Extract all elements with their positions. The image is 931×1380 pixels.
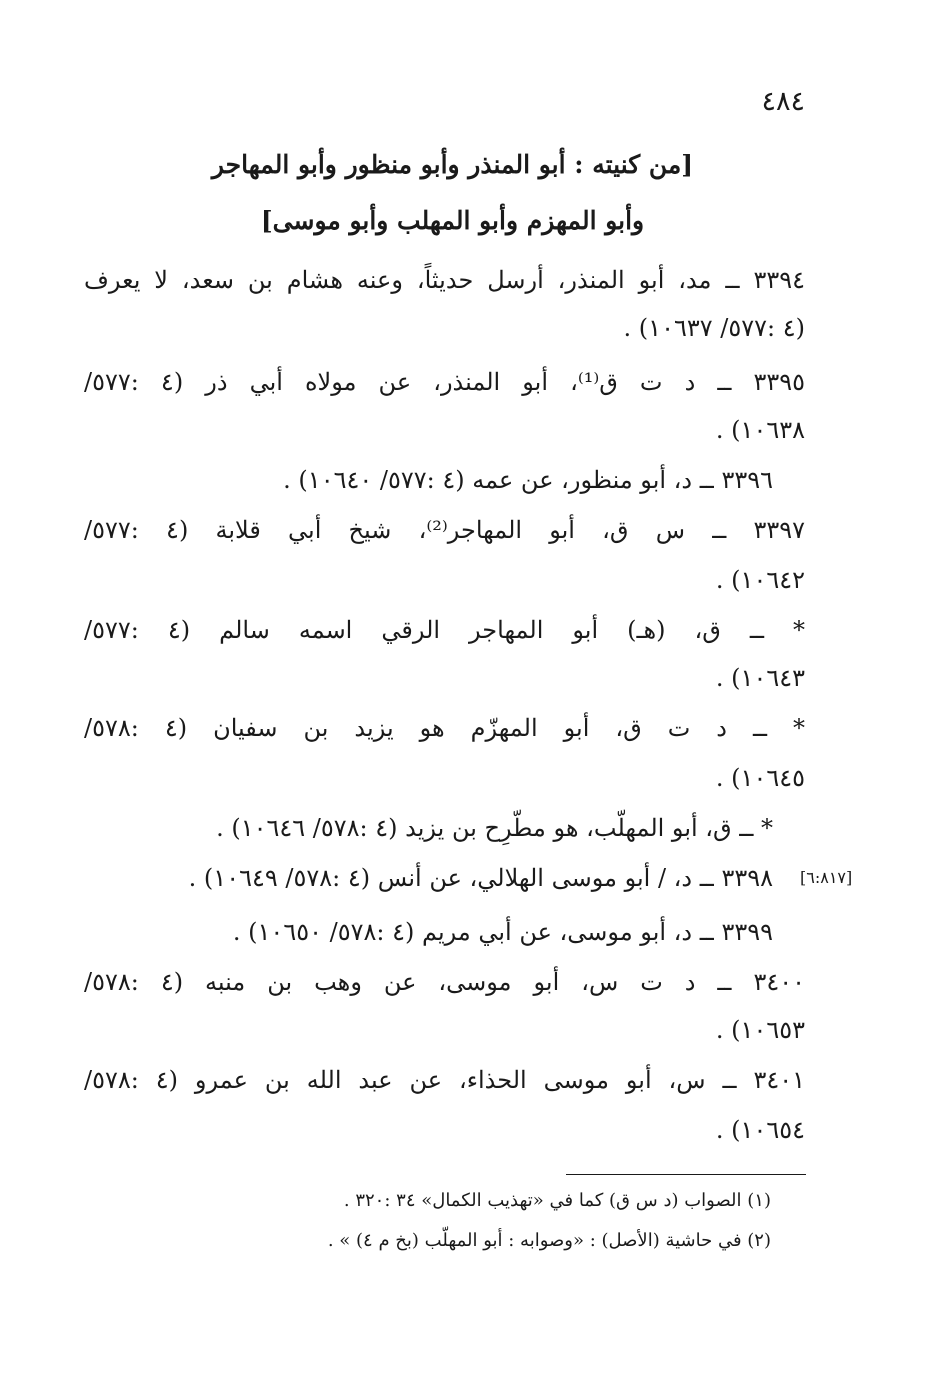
- cross-ref-abu-muhallab: * ــ ق، أبو المهلّب، هو مطّرِح بن يزيد (٤ :٥٧٨/ ١٠٦٤٦) .: [216, 814, 773, 842]
- entry-3397-line-2: ١٠٦٤٢) .: [715, 566, 805, 594]
- cross-ref-abu-muhajir-line-1: * ــ ق، (هـ) أبو المهاجر الرقي اسمه سالم (٤ :٥٧٧/: [84, 616, 805, 644]
- entry-3396: ٣٣٩٦ ــ د، أبو منظور، عن عمه (٤ :٥٧٧/ ١٠٦٤٠) .: [283, 466, 773, 494]
- entry-3401-line-1: ٣٤٠١ ــ س، أبو موسى الحذاء، عن عبد الله بن عمرو (٤ :٥٧٨/: [84, 1066, 806, 1094]
- margin-reference: [٦:٨١٧]: [800, 868, 853, 887]
- cross-ref-abu-muhazzam-line-2: ١٠٦٤٥) .: [715, 764, 805, 792]
- section-heading-line-1: [من كنيته : أبو المنذر وأبو منظور وأبو المهاجر: [211, 150, 694, 179]
- entry-3394-line-1: ٣٣٩٤ ــ مد، أبو المنذر، أرسل حديثاً، وعنه هشام بن سعد، لا يعرف: [84, 266, 805, 294]
- entry-3399: ٣٣٩٩ ــ د، أبو موسى، عن أبي مريم (٤ :٥٧٨/ ١٠٦٥٠) .: [232, 918, 773, 946]
- footnote-1: (١) الصواب (د س ق) كما في «تهذيب الكمال» ٣٤ :٣٢٠ .: [343, 1190, 771, 1211]
- entry-3395-line-1: ٣٣٩٥ ــ د ت ق⁽¹⁾، أبو المنذر، عن مولاه أبي ذر (٤ :٥٧٧/: [84, 368, 806, 396]
- footnote-separator: [566, 1174, 806, 1175]
- footnote-2: (٢) في حاشية (الأصل) : «وصوابه : أبو المهلّب (بخ م ٤) » .: [327, 1230, 771, 1251]
- cross-ref-abu-muhajir-line-2: ١٠٦٤٣) .: [715, 664, 805, 692]
- entry-3398: ٣٣٩٨ ــ د، / أبو موسى الهلالي، عن أنس (٤ :٥٧٨/ ١٠٦٤٩) .: [188, 864, 773, 892]
- entry-3395-line-2: ١٠٦٣٨) .: [715, 416, 805, 444]
- section-heading-line-2: وأبو المهزم وأبو المهلب وأبو موسى]: [260, 206, 645, 235]
- entry-3401-line-2: ١٠٦٥٤) .: [715, 1116, 805, 1144]
- entry-3394-line-2: (٤ :٥٧٧/ ١٠٦٣٧) .: [623, 314, 805, 342]
- cross-ref-abu-muhazzam-line-1: * ــ د ت ق، أبو المهزّم هو يزيد بن سفيان (٤ :٥٧٨/: [84, 714, 806, 742]
- entry-3397-line-1: ٣٣٩٧ ــ س ق، أبو المهاجر⁽²⁾، شيخ أبي قلابة (٤ :٥٧٧/: [84, 516, 805, 544]
- page-number: ٤٨٤: [761, 86, 805, 117]
- entry-3400-line-2: ١٠٦٥٣) .: [715, 1016, 805, 1044]
- entry-3400-line-1: ٣٤٠٠ ــ د ت س، أبو موسى، عن وهب بن منبه (٤ :٥٧٨/: [84, 968, 805, 996]
